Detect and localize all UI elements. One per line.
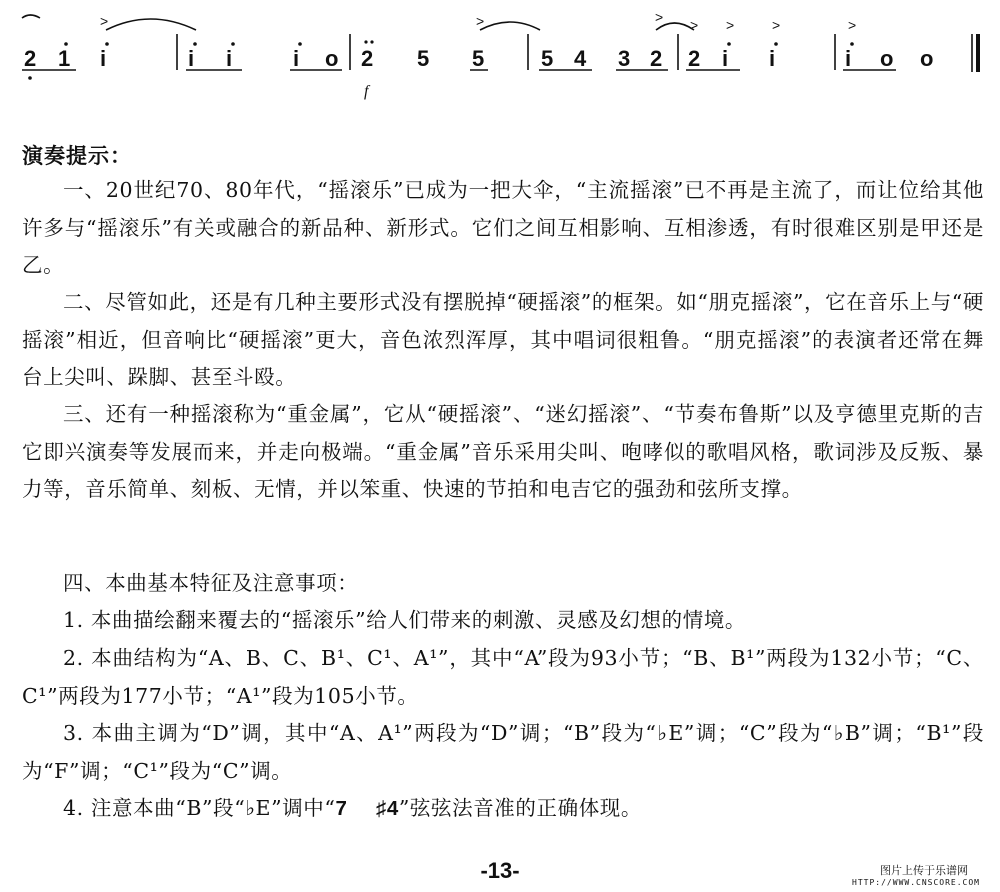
score-note: i (722, 46, 729, 71)
score-note: i (100, 46, 107, 71)
tips-paragraph-1: 一、20世纪70、80年代，“摇滚乐”已成为一把大伞，“主流摇滚”已不再是主流了，而让位给其他许多与“摇滚乐”有关或融合的新品种、新形式。它们之间互相影响、互相渗透，有时很难区别是甲还是乙。 (22, 178, 984, 277)
score-note: o (920, 46, 934, 71)
score-note: i (769, 46, 776, 71)
accent-mark: > (655, 9, 664, 25)
octave-dot (298, 42, 302, 46)
tone-seven: 7 (335, 797, 348, 820)
score-note: o (880, 46, 894, 71)
octave-dot (64, 42, 68, 46)
accent-mark: > (726, 17, 735, 33)
score-note: i (226, 46, 233, 71)
accent-mark: > (772, 17, 781, 33)
octave-dot (231, 42, 235, 46)
score-note: 4 (574, 46, 587, 71)
tie-mark (106, 19, 196, 30)
tie-mark (22, 15, 40, 18)
octave-dot (364, 40, 367, 43)
page-number: -13- (480, 858, 520, 883)
final-barline (976, 34, 980, 72)
tips-paragraph-6: 2. 本曲结构为“A、B、C、B¹、C¹、A¹”，其中“A”段为93小节；“B、B¹”两段为132小节；“C、C¹”两段为177小节；“A¹”段为105小节。 (22, 646, 984, 708)
watermark-text: 图片上传于乐谱网 (880, 864, 968, 877)
accent-mark: > (100, 13, 109, 29)
music-score-line (0, 0, 1000, 110)
tips-paragraph-5: 1. 本曲描绘翻来覆去的“摇滚乐”给人们带来的刺激、灵感及幻想的情境。 (63, 608, 747, 632)
score-note: 1 (58, 46, 71, 71)
score-note: 5 (417, 46, 430, 71)
tone-sharp-four: ♯4 (375, 797, 399, 820)
octave-dot (850, 42, 854, 46)
score-note: 2 (24, 46, 37, 71)
octave-dot (28, 76, 32, 80)
accent-mark: > (848, 17, 857, 33)
tips-paragraph-8 (22, 790, 984, 828)
octave-dot (727, 42, 731, 46)
score-note: 2 (688, 46, 701, 71)
score-note: 2 (361, 46, 374, 71)
tips-p8-end: ”弦弦法音准的正确体现。 (398, 796, 643, 820)
tie-mark (480, 22, 540, 30)
score-note: i (293, 46, 300, 71)
tips-p8-start: 4. 注意本曲“B”段“♭E”调中“ (63, 796, 336, 820)
accent-mark: > (690, 17, 699, 33)
octave-dot (774, 42, 778, 46)
score-note: 3 (618, 46, 631, 71)
score-note: 5 (541, 46, 554, 71)
octave-dot (193, 42, 197, 46)
score-note: 5 (472, 46, 485, 71)
accent-mark: > (476, 13, 485, 29)
score-note: 2 (650, 46, 663, 71)
watermark-url: HTTP://WWW.CNSCORE.COM (852, 878, 980, 887)
tips-paragraph-3: 三、还有一种摇滚称为“重金属”，它从“硬摇滚”、“迷幻摇滚”、“节奏布鲁斯”以及亨德里克斯的吉它即兴演奏等发展而来，并走向极端。“重金属”音乐采用尖叫、咆哮似的歌唱风格，歌词涉及反叛、暴力等，音乐简单、刻板、无情，并以笨重、快速的节拍和电吉它的强劲和弦所支撑。 (22, 402, 984, 501)
score-note: i (845, 46, 852, 71)
octave-dot (370, 40, 373, 43)
tips-paragraph-4: 四、本曲基本特征及注意事项： (63, 571, 359, 595)
tips-heading: 演奏提示： (22, 143, 132, 168)
octave-dot (105, 42, 109, 46)
dynamic-mark: f (364, 83, 369, 100)
tips-paragraph-7: 3. 本曲主调为“D”调，其中“A、A¹”两段为“D”调；“B”段为“♭E”调；“C”段为“♭B”调；“B¹”段为“F”调；“C¹”段为“C”调。 (22, 721, 984, 783)
score-note: i (188, 46, 195, 71)
tips-paragraph-2: 二、尽管如此，还是有几种主要形式没有摆脱掉“硬摇滚”的框架。如“朋克摇滚”，它在音乐上与“硬摇滚”相近，但音响比“硬摇滚”更大，音色浓烈浑厚，其中唱词很粗鲁。“朋克摇滚”的表演者还常在舞台上尖叫、跺脚、甚至斗殴。 (22, 290, 984, 389)
score-note: o (325, 46, 339, 71)
